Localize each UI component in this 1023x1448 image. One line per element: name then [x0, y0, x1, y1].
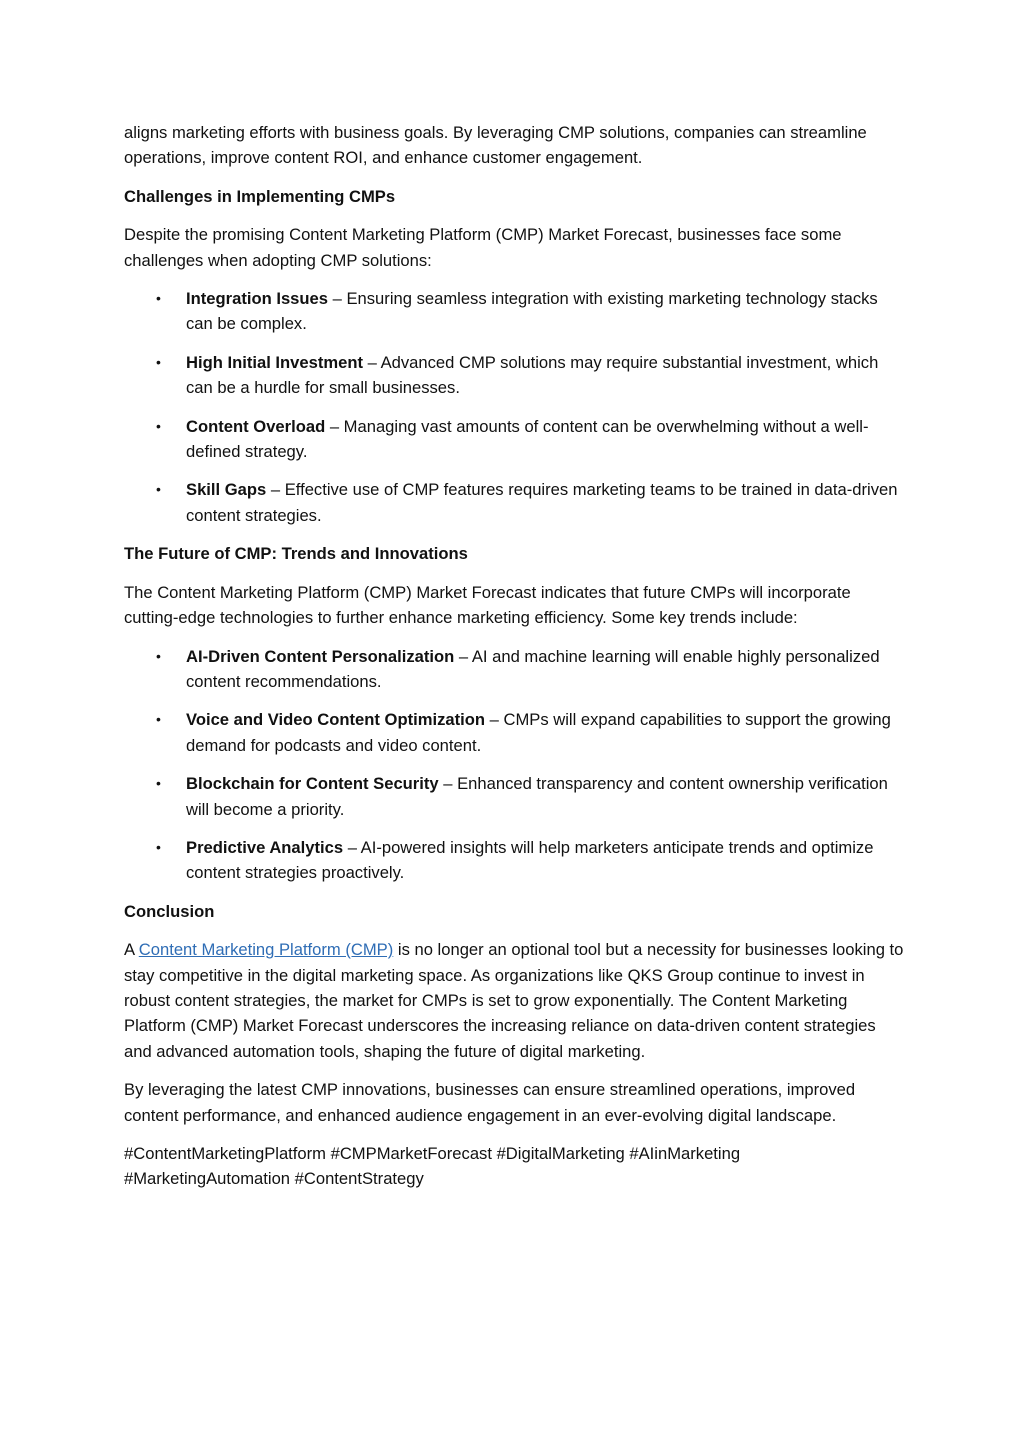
list-item — [124, 835, 904, 886]
bullet-icon: • — [156, 838, 161, 855]
list-item-text: – Enhanced transparency and content ownership verification will become a priority. — [186, 774, 888, 819]
conclusion-paragraph — [124, 937, 904, 1064]
conclusion-prefix: A — [124, 940, 139, 960]
list-item-term: AI-Driven Content Personalization — [186, 646, 455, 666]
list-item-text: – AI-powered insights will help marketers anticipate trends and optimize content strategies proactively. — [186, 837, 874, 883]
list-item-term: Integration Issues — [186, 289, 329, 309]
document-page — [124, 120, 904, 1205]
list-item-text: – AI and machine learning will enable highly personalized content recommendations. — [186, 646, 880, 691]
list-item — [124, 286, 904, 337]
bullet-icon: • — [156, 417, 161, 434]
list-item — [124, 771, 904, 822]
bullet-icon: • — [156, 647, 161, 664]
list-item — [124, 350, 904, 401]
challenges-list — [124, 286, 904, 528]
conclusion-body: is no longer an optional tool but a necessity for businesses looking to stay competitive in the digital marketing space. As organizations like QKS Group continue to invest in robust content strategies, the market for CMPs is set to grow exponentially. The Content Marketing Platform (CMP) Market Forecast underscores the increasing reliance on data-driven content strategies and advanced automation tools, shaping the future of digital marketing. — [124, 940, 904, 1061]
list-item-term: Blockchain for Content Security — [186, 774, 439, 794]
intro-continuation-paragraph: aligns marketing efforts with business goals. By leveraging CMP solutions, companies can streamline operations, improve content ROI, and enhance customer engagement. — [124, 123, 867, 168]
bullet-icon: • — [156, 711, 161, 728]
list-item-text: – CMPs will expand capabilities to support the growing demand for podcasts and video content. — [186, 710, 891, 755]
list-item-term: Voice and Video Content Optimization — [186, 710, 486, 730]
bullet-icon: • — [156, 353, 161, 370]
challenges-heading: Challenges in Implementing CMPs — [124, 186, 396, 206]
list-item-text: – Advanced CMP solutions may require substantial investment, which can be a hurdle for small businesses. — [186, 352, 879, 398]
bullet-icon: • — [156, 290, 161, 307]
challenges-intro-paragraph: Despite the promising Content Marketing Platform (CMP) Market Forecast, businesses face some challenges when adopting CMP solutions: — [124, 225, 842, 270]
cmp-link[interactable]: Content Marketing Platform (CMP) — [138, 940, 394, 960]
conclusion-heading: Conclusion — [124, 901, 215, 921]
list-item-text: – Managing vast amounts of content can be overwhelming without a well-defined strategy. — [186, 416, 869, 462]
future-intro-paragraph: The Content Marketing Platform (CMP) Market Forecast indicates that future CMPs will incorporate cutting-edge technologies to further enhance marketing efficiency. Some key trends include: — [124, 582, 851, 628]
bullet-icon: • — [156, 775, 161, 792]
list-item — [124, 707, 904, 758]
list-item-text: – Effective use of CMP features requires marketing teams to be trained in data-driven content strategies. — [186, 480, 898, 525]
trends-list — [124, 644, 904, 886]
list-item — [124, 477, 904, 528]
list-item — [124, 644, 904, 695]
future-heading: The Future of CMP: Trends and Innovations — [124, 544, 468, 564]
hashtags-line: #ContentMarketingPlatform #CMPMarketForecast #DigitalMarketing #AIinMarketing #MarketingAutomation #ContentStrategy — [124, 1144, 741, 1189]
closing-paragraph: By leveraging the latest CMP innovations, businesses can ensure streamlined operations, improved content performance, and enhanced audience engagement in an ever-evolving digital landscape. — [124, 1080, 856, 1125]
list-item — [124, 414, 904, 465]
list-item-term: Content Overload — [186, 416, 326, 436]
list-item-term: Predictive Analytics — [186, 837, 344, 857]
list-item-term: High Initial Investment — [186, 352, 364, 372]
list-item-term: Skill Gaps — [186, 480, 267, 500]
list-item-text: – Ensuring seamless integration with existing marketing technology stacks can be complex. — [186, 289, 878, 334]
bullet-icon: • — [156, 481, 161, 498]
